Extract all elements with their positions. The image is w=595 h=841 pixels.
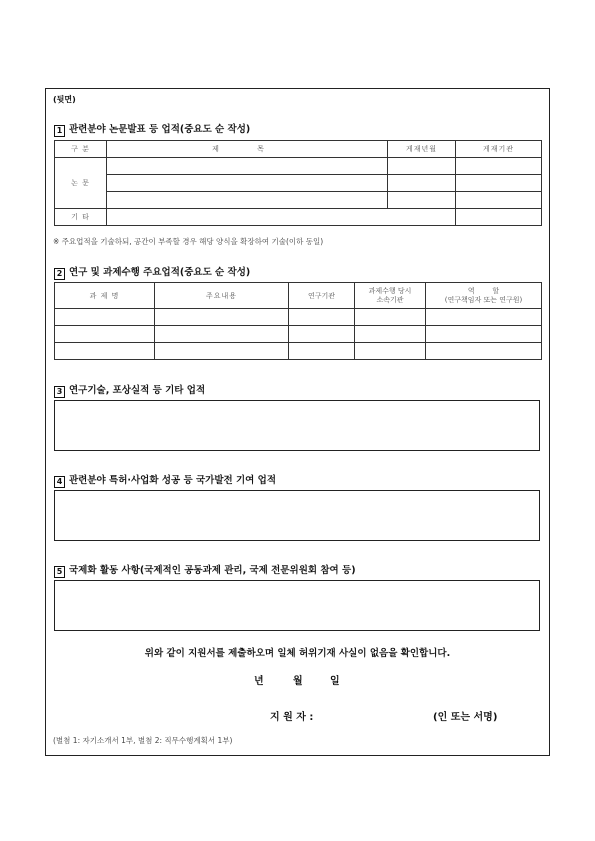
col-category: 구 분 — [55, 141, 107, 158]
back-side-label: (뒷면) — [53, 95, 76, 104]
table-row — [55, 175, 542, 192]
paper-publisher-cell[interactable] — [456, 175, 542, 192]
paper-publisher-cell[interactable] — [456, 192, 542, 209]
section-4-title — [54, 472, 276, 488]
col-project-name: 과 제 명 — [55, 283, 155, 309]
paper-date-cell[interactable] — [388, 175, 456, 192]
section-3-title — [54, 382, 205, 398]
note-text: ※ 주요업적을 기술하되, 공간이 부족할 경우 해당 양식을 확장하여 기술(이하 동일) — [53, 237, 324, 246]
section-4-text: 관련분야 특허·사업화 성공 등 국가발전 기여 업적 — [69, 475, 276, 486]
papers-table — [54, 140, 542, 226]
table-row — [55, 192, 542, 209]
table-row — [55, 326, 542, 343]
section-1-number: 1 — [54, 125, 65, 137]
section-2-number: 2 — [54, 268, 65, 280]
project-affiliation-cell[interactable] — [355, 326, 426, 343]
paper-date-cell[interactable] — [388, 158, 456, 175]
date-day: 일 — [330, 676, 340, 687]
paper-publisher-cell[interactable] — [456, 158, 542, 175]
section-3-text: 연구기술, 포상실적 등 기타 업적 — [69, 385, 206, 396]
section-3-number: 3 — [54, 386, 65, 398]
col-pub-date: 게재년월 — [388, 141, 456, 158]
date-year: 년 — [254, 676, 264, 687]
papers-table-header — [55, 141, 542, 158]
project-role-cell[interactable] — [426, 309, 542, 326]
row-label-paper: 논 문 — [55, 158, 107, 209]
other-publisher-cell[interactable] — [456, 209, 542, 226]
col-main-content: 주요내용 — [155, 283, 289, 309]
col-affiliation: 과제수행 당시 소속기관 — [355, 283, 426, 309]
project-role-cell[interactable] — [426, 343, 542, 360]
project-affiliation-cell[interactable] — [355, 343, 426, 360]
paper-title-cell[interactable] — [107, 158, 388, 175]
paper-title-cell[interactable] — [107, 192, 388, 209]
project-org-cell[interactable] — [289, 343, 355, 360]
section-2-text: 연구 및 과제수행 주요업적(중요도 순 작성) — [69, 267, 251, 278]
other-achievements-box[interactable] — [54, 400, 540, 451]
col-role: 역 할 (연구책임자 또는 연구원) — [426, 283, 542, 309]
project-content-cell[interactable] — [155, 309, 289, 326]
projects-table — [54, 282, 542, 360]
confirmation-statement: 위와 같이 지원서를 제출하오며 일체 허위기재 사실이 없음을 확인합니다. — [144, 648, 451, 659]
other-content-cell[interactable] — [107, 209, 456, 226]
paper-date-cell[interactable] — [388, 192, 456, 209]
project-name-cell[interactable] — [55, 309, 155, 326]
section-5-number: 5 — [54, 566, 65, 578]
col-publisher: 게재기관 — [456, 141, 542, 158]
section-1-title — [54, 121, 250, 137]
table-row — [55, 209, 542, 226]
table-row — [55, 309, 542, 326]
project-name-cell[interactable] — [55, 326, 155, 343]
project-name-cell[interactable] — [55, 343, 155, 360]
col-title: 제 목 — [107, 141, 388, 158]
project-role-cell[interactable] — [426, 326, 542, 343]
attachments-note: (별첨 1: 자기소개서 1부, 별첨 2: 직무수행계획서 1부) — [53, 736, 233, 745]
table-row — [55, 158, 542, 175]
project-org-cell[interactable] — [289, 326, 355, 343]
row-label-other: 기 타 — [55, 209, 107, 226]
project-org-cell[interactable] — [289, 309, 355, 326]
seal-or-signature[interactable]: (인 또는 서명) — [433, 712, 498, 723]
project-content-cell[interactable] — [155, 343, 289, 360]
project-affiliation-cell[interactable] — [355, 309, 426, 326]
section-4-number: 4 — [54, 476, 65, 488]
section-2-title — [54, 264, 250, 280]
international-activity-box[interactable] — [54, 580, 540, 631]
section-5-text: 국제화 활동 사항(국제적인 공동과제 관리, 국제 전문위원회 참여 등) — [69, 565, 356, 576]
project-content-cell[interactable] — [155, 326, 289, 343]
date-month: 월 — [293, 676, 303, 687]
col-research-org: 연구기관 — [289, 283, 355, 309]
paper-title-cell[interactable] — [107, 175, 388, 192]
national-contribution-box[interactable] — [54, 490, 540, 541]
section-1-text: 관련분야 논문발표 등 업적(중요도 순 작성) — [69, 124, 251, 135]
section-5-title — [54, 562, 356, 578]
projects-table-header — [55, 283, 542, 309]
table-row — [55, 343, 542, 360]
applicant-label: 지 원 자 : — [270, 712, 314, 723]
